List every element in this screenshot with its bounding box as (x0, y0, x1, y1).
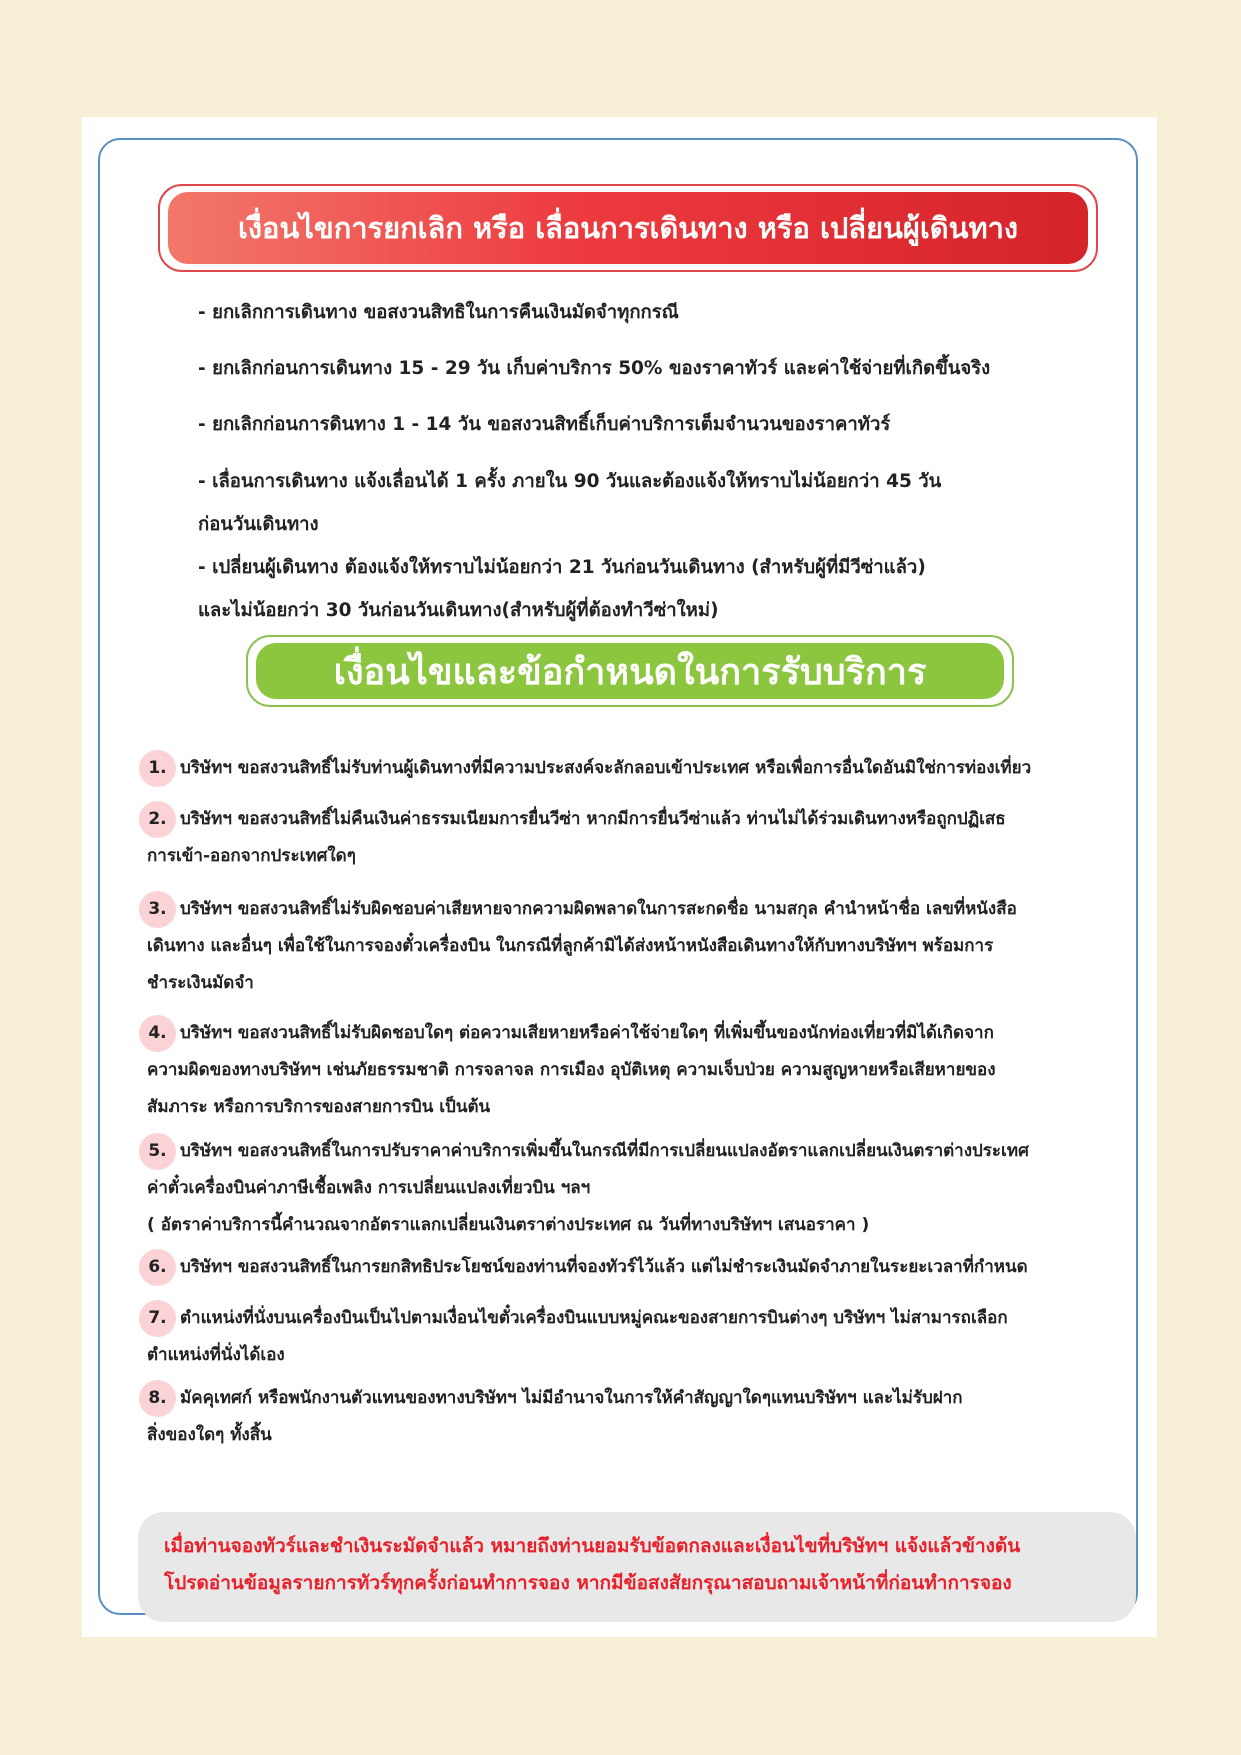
term-item-4 (139, 1015, 1149, 1126)
term-line: เดินทาง และอื่นๆ เพื่อใช้ในการจองตั๋วเครื่องบิน ในกรณีที่ลูกค้ามิได้ส่งหน้าหนังสือเดินทางให้กับทางบริษัทฯ พร้อมการ (147, 936, 994, 956)
term-item-5 (139, 1133, 1149, 1244)
term-item-7 (139, 1300, 1149, 1374)
term-item-8 (139, 1380, 1149, 1454)
term-number: 2. (139, 801, 176, 838)
notice-line-1: เมื่อท่านจองทัวร์และชำเงินระมัดจำแล้ว หมายถึงท่านยอมรับข้อตกลงและเงื่อนไขที่บริษัทฯ แจ้งแล้วข้างต้น (164, 1535, 1021, 1557)
term-line: สิ่งของใดๆ ทั้งสิ้น (147, 1425, 272, 1445)
term-number: 5. (139, 1133, 176, 1170)
term-number: 3. (139, 891, 176, 928)
term-line: บริษัทฯ ขอสงวนสิทธิ์ในการปรับราคาค่าบริการเพิ่มขึ้นในกรณีที่มีการเปลี่ยนแปลงอัตราแลกเปลี่ยนเงินตราต่างประเทศ (180, 1141, 1029, 1161)
term-line: บริษัทฯ ขอสงวนสิทธิ์ในการยกสิทธิประโยชน์ของท่านที่จองทัวร์ไว้แล้ว แต่ไม่ชำระเงินมัดจำภายในระยะเวลาที่กำหนด (180, 1257, 1028, 1277)
term-line: บริษัทฯ ขอสงวนสิทธิ์ไม่คืนเงินค่าธรรมเนียมการยื่นวีซ่า หากมีการยื่นวีซ่าแล้ว ท่านไม่ได้ร่วมเดินทางหรือถูกปฏิเสธ (180, 809, 1006, 829)
cancel-conditions-banner (158, 184, 1098, 272)
term-line: บริษัทฯ ขอสงวนสิทธิ์ไม่รับท่านผู้เดินทางที่มีความประสงค์จะลักลอบเข้าประเทศ หรือเพื่อการอื่นใดอันมิใช่การท่องเที่ยว (180, 758, 1032, 778)
terms-title: เงื่อนไขและข้อกำหนดในการรับบริการ (333, 651, 927, 693)
term-line: บริษัทฯ ขอสงวนสิทธิ์ไม่รับผิดชอบใดๆ ต่อความเสียหายหรือค่าใช้จ่ายใดๆ ที่เพิ่มขึ้นของนักท่องเที่ยวที่มิได้เกิดจาก (180, 1023, 994, 1043)
term-line: ตำแหน่งที่นั่งบนเครื่องบินเป็นไปตามเงื่อนไขตั๋วเครื่องบินแบบหมู่คณะของสายการบินต่างๆ บริษัทฯ ไม่สามารถเลือก (180, 1308, 1008, 1328)
cancel-item: - ยกเลิกก่อนการเดินทาง 15 - 29 วัน เก็บค่าบริการ 50% ของราคาทัวร์ และค่าใช้จ่ายที่เกิดขึ้นจริง (198, 358, 991, 379)
content-frame (98, 138, 1138, 1615)
term-number: 6. (139, 1249, 176, 1286)
cancel-item: - ยกเลิกก่อนการดินทาง 1 - 14 วัน ขอสงวนสิทธิ์เก็บค่าบริการเต็มจำนวนของราคาทัวร์ (198, 414, 891, 435)
cancel-conditions-title: เงื่อนไขการยกเลิก หรือ เลื่อนการเดินทาง หรือ เปลี่ยนผู้เดินทาง (237, 211, 1019, 245)
cancel-item: - ยกเลิกการเดินทาง ขอสงวนสิทธิในการคืนเงินมัดจำทุกกรณี (198, 302, 679, 323)
notice-line-2: โปรดอ่านข้อมูลรายการทัวร์ทุกครั้งก่อนทำการจอง หากมีข้อสงสัยกรุณาสอบถามเจ้าหน้าที่ก่อนทำการจอง (164, 1572, 1012, 1594)
term-number: 4. (139, 1015, 176, 1052)
cancel-conditions-list (198, 292, 1098, 632)
term-line: มัคคุเทศก์ หรือพนักงานตัวแทนของทางบริษัทฯ ไม่มีอำนาจในการให้คำสัญญาใดๆแทนบริษัทฯ และไม่รับฝาก (180, 1388, 963, 1408)
term-line: การเข้า-ออกจากประเทศใดๆ (147, 846, 356, 866)
booking-notice-box (138, 1512, 1136, 1622)
term-item-2 (139, 801, 1149, 875)
term-line: ( อัตราค่าบริการนี้คำนวณจากอัตราแลกเปลี่ยนเงินตราต่างประเทศ ณ วันที่ทางบริษัทฯ เสนอราคา ) (147, 1215, 870, 1235)
cancel-item: และไม่น้อยกว่า 30 วันก่อนวันเดินทาง(สำหรับผู้ที่ต้องทำวีซ่าใหม่) (198, 600, 719, 621)
term-line: สัมภาระ หรือการบริการของสายการบิน เป็นต้น (147, 1097, 491, 1117)
term-item-3 (139, 891, 1149, 1002)
term-item-6 (139, 1249, 1149, 1286)
cancel-item: - เปลี่ยนผู้เดินทาง ต้องแจ้งให้ทราบไม่น้อยกว่า 21 วันก่อนวันเดินทาง (สำหรับผู้ที่มีวีซ่าแล้ว) (198, 557, 926, 578)
terms-banner-fill (256, 643, 1004, 699)
term-line: บริษัทฯ ขอสงวนสิทธิ์ไม่รับผิดชอบค่าเสียหายจากความผิดพลาดในการสะกดชื่อ นามสกุล คำนำหน้าชื่อ เลขที่หนังสือ (180, 899, 1017, 919)
term-line: ความผิดของทางบริษัทฯ เช่นภัยธรรมชาติ การจลาจล การเมือง อุบัติเหตุ ความเจ็บป่วย ความสูญหายหรือเสียหายของ (147, 1060, 996, 1080)
terms-banner (246, 635, 1014, 707)
cancel-item: ก่อนวันเดินทาง (198, 514, 319, 535)
term-line: ชำระเงินมัดจำ (147, 973, 254, 993)
document-sheet (82, 117, 1157, 1637)
term-number: 1. (139, 750, 176, 787)
term-number: 8. (139, 1380, 176, 1417)
term-item-1 (139, 750, 1149, 787)
cancel-item: - เลื่อนการเดินทาง แจ้งเลื่อนได้ 1 ครั้ง ภายใน 90 วันและต้องแจ้งให้ทราบไม่น้อยกว่า 45 วัน (198, 471, 942, 492)
term-line: ตำแหน่งที่นั่งได้เอง (147, 1345, 285, 1365)
cancel-conditions-banner-fill (168, 192, 1088, 264)
term-line: ค่าตั๋วเครื่องบินค่าภาษีเชื้อเพลิง การเปลี่ยนแปลงเที่ยวบิน ฯลฯ (147, 1178, 591, 1198)
term-number: 7. (139, 1300, 176, 1337)
